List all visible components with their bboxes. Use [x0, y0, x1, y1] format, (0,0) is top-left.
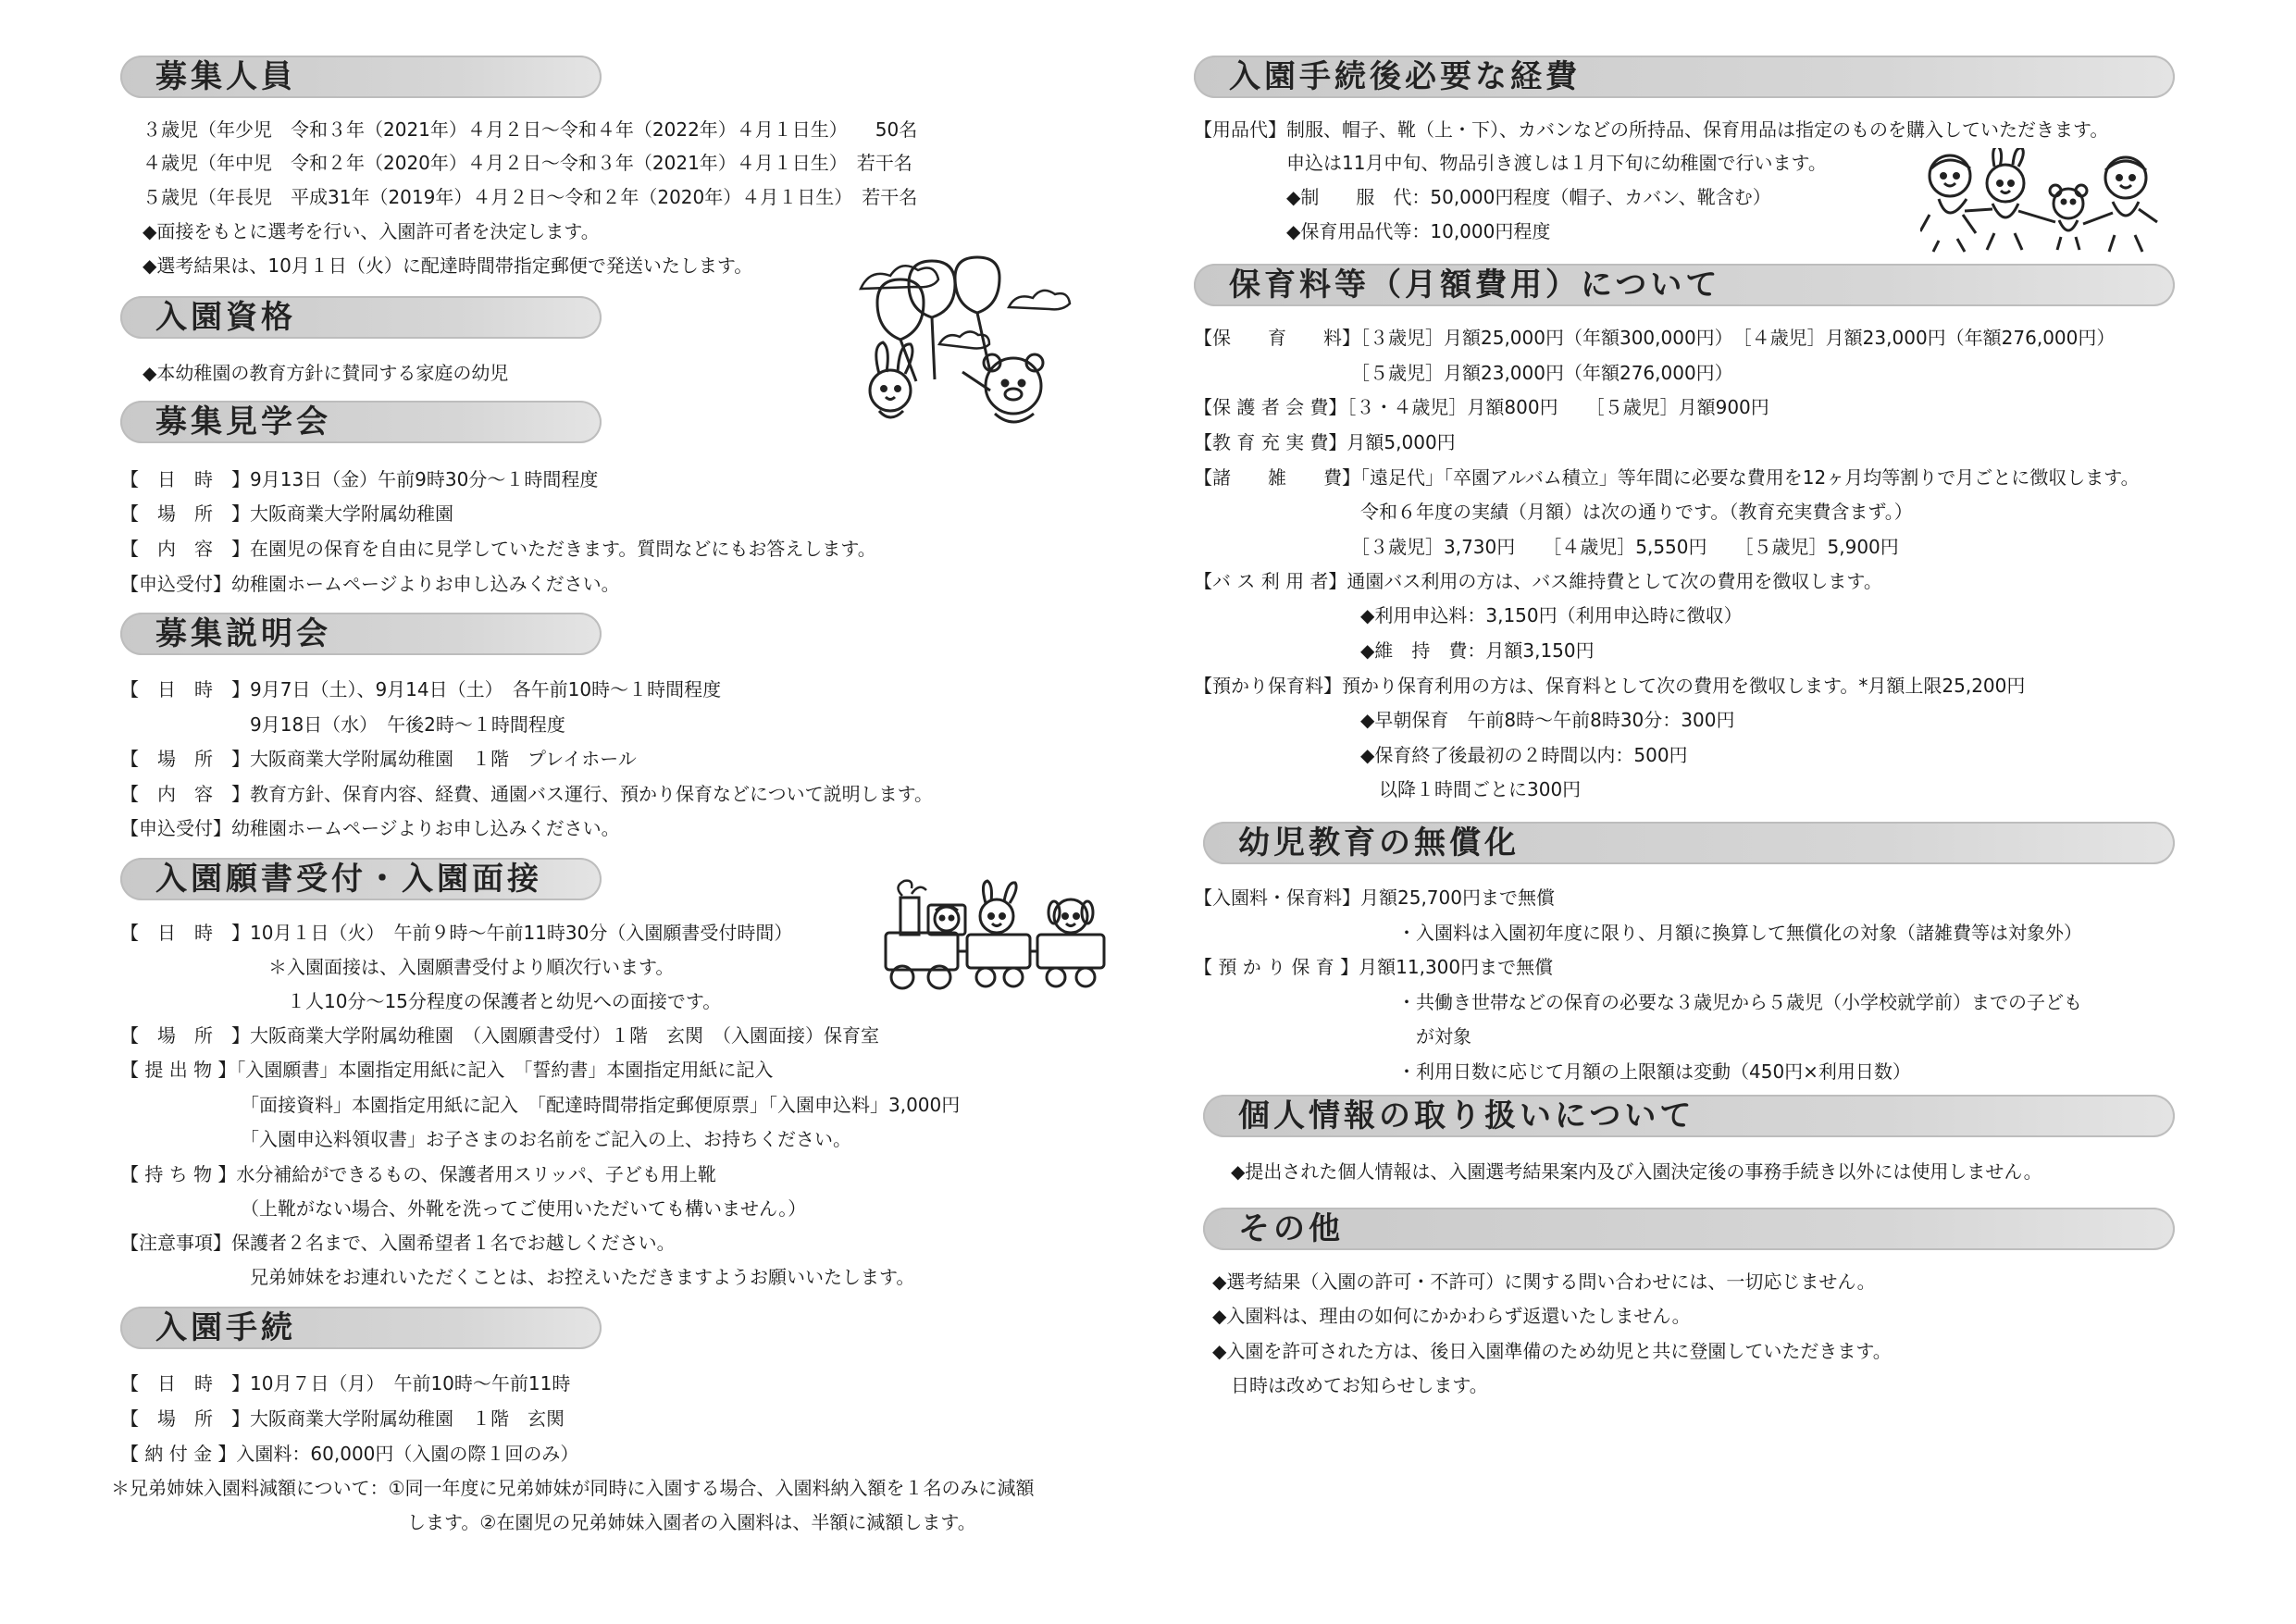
text-line: ・入園料は入園初年度に限り、月額に換算して無償化の対象（諸雑費等は対象外） — [1194, 922, 2082, 944]
section-title: 入園手続後必要な経費 — [1229, 58, 1581, 95]
section-header-keihi — [1194, 56, 2175, 98]
text-line: 日時は改めてお知らせします。 — [1212, 1374, 1488, 1396]
section-header-setsumeikai — [120, 613, 602, 655]
text-line: 【 場 所 】大阪商業大学附属幼稚園 （入園願書受付）１階 玄関 （入園面接）保育室 — [120, 1024, 879, 1047]
text-line: 【申込受付】幼稚園ホームページよりお申し込みください。 — [120, 817, 620, 839]
text-line: ［３歳児］3,730円 ［４歳児］5,550円 ［５歳児］5,900円 — [1194, 536, 1899, 558]
section-header-sonota — [1203, 1208, 2175, 1250]
section-header-mushoka — [1203, 822, 2175, 864]
balloon-animals-illustration — [851, 252, 1083, 428]
text-line: します。②在園児の兄弟姉妹入園者の入園料は、半額に減額します。 — [111, 1511, 976, 1533]
text-line: 【申込受付】幼稚園ホームページよりお申し込みください。 — [120, 573, 620, 595]
text-line: 【 内 容 】在園児の保育を自由に見学していただきます。質問などにもお答えします。 — [120, 538, 876, 560]
text-line: 【 提 出 物 】「入園願書」本園指定用紙に記入 「誓約書」本園指定用紙に記入 — [120, 1059, 774, 1081]
text-line: ５歳児（年長児 平成31年（2019年）４月２日〜令和２年（2020年）４月１日生） 若干名 — [143, 186, 918, 208]
text-line: ◆早朝保育 午前8時〜午前8時30分：300円 — [1194, 709, 1735, 731]
text-line: 【預かり保育料】預かり保育利用の方は、保育料として次の費用を徴収します。*月額上限25,200円 — [1194, 675, 2026, 697]
text-line: 【 場 所 】大阪商業大学附属幼稚園 — [120, 502, 453, 525]
text-line: ◆入園料は、理由の如何にかかわらず返還いたしません。 — [1212, 1305, 1691, 1327]
section-title: 募集説明会 — [155, 615, 331, 652]
text-line: 【 持 ち 物 】水分補給ができるもの、保護者用スリッパ、子ども用上靴 — [120, 1163, 716, 1185]
section-title: その他 — [1238, 1210, 1344, 1247]
text-line: 「入園申込料領収書」お子さまのお名前をご記入の上、お持ちください。 — [120, 1128, 851, 1150]
text-line: ◆保育終了後最初の２時間以内：500円 — [1194, 744, 1688, 766]
text-line: ＊兄弟姉妹入園料減額について：①同一年度に兄弟姉妹が同時に入園する場合、入園料納入額を１名のみに減額 — [111, 1477, 1035, 1499]
section-title: 募集見学会 — [155, 403, 331, 440]
section-title: 幼児教育の無償化 — [1238, 824, 1520, 862]
text-line: １人10分〜15分程度の保護者と幼児への面接です。 — [120, 990, 722, 1012]
text-line: 【注意事項】保護者２名まで、入園希望者１名でお越しください。 — [120, 1232, 676, 1254]
section-header-gansho — [120, 858, 602, 900]
text-line: 令和６年度の実績（月額）は次の通りです。（教育充実費含まず。） — [1194, 501, 1913, 523]
section-title: 募集人員 — [155, 58, 296, 95]
section-header-kojin — [1203, 1095, 2175, 1137]
text-line: 【 場 所 】大阪商業大学附属幼稚園 １階 プレイホール — [120, 748, 637, 770]
text-line: 【保 護 者 会 費】［３・４歳児］月額800円 ［５歳児］月額900円 — [1194, 396, 1769, 418]
text-line: 【用品代】制服、帽子、靴（上・下）、カバンなどの所持品、保育用品は指定のものを購入していただきます。 — [1194, 118, 2109, 141]
text-line: 兄弟姉妹をお連れいただくことは、お控えいただきますようお願いいたします。 — [120, 1266, 915, 1288]
text-line: が対象 — [1194, 1025, 1471, 1048]
text-line: 【バ ス 利 用 者】通園バス利用の方は、バス維持費として次の費用を徴収します。 — [1194, 570, 1882, 592]
text-line: 申込は11月中旬、物品引き渡しは１月下旬に幼稚園で行います。 — [1194, 152, 1827, 174]
text-line: ◆制 服 代：50,000円程度（帽子、カバン、靴含む） — [1194, 186, 1771, 208]
text-line: 【 日 時 】10月７日（月） 午前10時〜午前11時 — [120, 1372, 571, 1395]
text-line: 【 預 か り 保 育 】月額11,300円まで無償 — [1194, 956, 1554, 978]
text-line: 【入園料・保育料】月額25,700円まで無償 — [1194, 886, 1555, 909]
text-line: 以降１時間ごとに300円 — [1194, 778, 1582, 800]
section-header-boshu-jinin — [120, 56, 602, 98]
section-header-kengakukai — [120, 401, 602, 443]
text-line: ４歳児（年中児 令和２年（2020年）４月２日〜令和３年（2021年）４月１日生） 若干名 — [143, 152, 912, 174]
section-title: 入園願書受付・入園面接 — [155, 861, 542, 898]
text-line: 【諸 雑 費】「遠足代」「卒園アルバム積立」等年間に必要な費用を12ヶ月均等割りで月ごとに徴収します。 — [1194, 466, 2140, 489]
section-title: 保育料等（月額費用）について — [1229, 267, 1721, 304]
text-line: ◆選考結果（入園の許可・不許可）に関する問い合わせには、一切応じません。 — [1212, 1271, 1876, 1293]
train-animals-illustration — [875, 877, 1124, 998]
text-line: 「面接資料」本園指定用紙に記入 「配達時間帯指定郵便原票」「入園申込料」3,000円 — [120, 1094, 961, 1116]
text-line: ◆面接をもとに選考を行い、入園許可者を決定します。 — [143, 220, 600, 242]
text-line: 【 内 容 】教育方針、保育内容、経費、通園バス運行、預かり保育などについて説明します。 — [120, 783, 933, 805]
text-line: 【保 育 料】［３歳児］月額25,000円（年額300,000円） ［４歳児］月額23,000円（年額276,000円） — [1194, 327, 2116, 349]
text-line: 【 場 所 】大阪商業大学附属幼稚園 １階 玄関 — [120, 1407, 565, 1430]
section-title: 入園資格 — [155, 299, 296, 336]
text-line: ◆提出された個人情報は、入園選考結果案内及び入園決定後の事務手続き以外には使用しません。 — [1231, 1160, 2042, 1183]
text-line: ◆利用申込料：3,150円（利用申込時に徴収） — [1194, 604, 1743, 626]
text-line: 【 日 時 】9月7日（土）、9月14日（土） 各午前10時〜１時間程度 — [120, 678, 722, 700]
text-line: ◆本幼稚園の教育方針に賛同する家庭の幼児 — [143, 362, 509, 384]
text-line: ◆維 持 費：月額3,150円 — [1194, 639, 1595, 662]
section-title: 入園手続 — [155, 1309, 296, 1346]
text-line: ＊入園面接は、入園願書受付より順次行います。 — [120, 956, 675, 978]
text-line: （上靴がない場合、外靴を洗ってご使用いただいても構いません。） — [120, 1197, 807, 1220]
text-line: ・共働き世帯などの保育の必要な３歳児から５歳児（小学校就学前）までの子ども — [1194, 991, 2082, 1013]
section-header-tetsuzuki — [120, 1307, 602, 1349]
text-line: 【 日 時 】9月13日（金）午前9時30分〜１時間程度 — [120, 468, 599, 490]
text-line: 【 日 時 】10月１日（火） 午前９時〜午前11時30分（入園願書受付時間） — [120, 922, 793, 944]
section-title: 個人情報の取り扱いについて — [1238, 1097, 1695, 1134]
text-line: ［５歳児］月額23,000円（年額276,000円） — [1194, 362, 1733, 384]
text-line: ◆保育用品代等：10,000円程度 — [1194, 220, 1551, 242]
text-line: ・利用日数に応じて月額の上限額は変動（450円×利用日数） — [1194, 1060, 1911, 1083]
text-line: ◆入園を許可された方は、後日入園準備のため幼児と共に登園していただきます。 — [1212, 1340, 1892, 1362]
text-line: 【 納 付 金 】入園料：60,000円（入園の際１回のみ） — [120, 1443, 579, 1465]
section-header-hoikuryo — [1194, 264, 2175, 306]
dancing-children-illustration — [1920, 148, 2170, 254]
text-line: ◆選考結果は、10月１日（火）に配達時間帯指定郵便で発送いたします。 — [143, 254, 753, 277]
text-line: 9月18日（水） 午後2時〜１時間程度 — [120, 713, 565, 736]
text-line: ３歳児（年少児 令和３年（2021年）４月２日〜令和４年（2022年）４月１日生） 50名 — [143, 118, 918, 141]
text-line: 【教 育 充 実 費】月額5,000円 — [1194, 431, 1456, 453]
section-header-nyuen-shikaku — [120, 296, 602, 339]
